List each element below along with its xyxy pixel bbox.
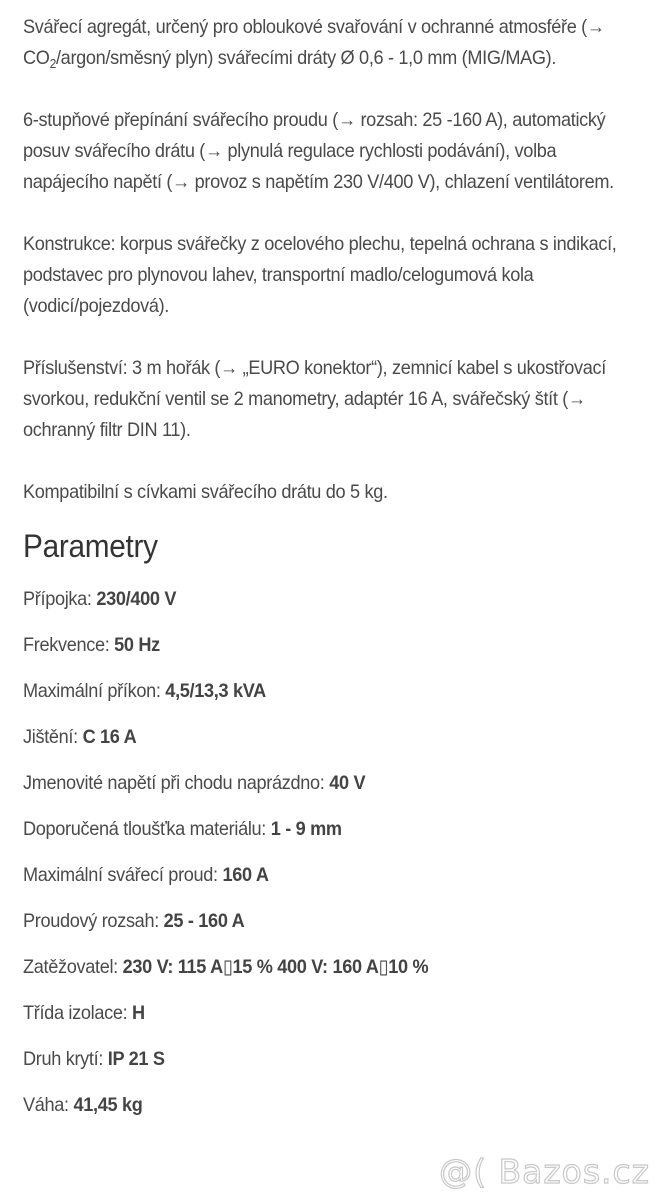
param-label: Jmenovité napětí při chodu naprázdno: [23, 772, 330, 794]
param-label: Přípojka: [23, 588, 97, 610]
param-value: 230 V: 115 A▯15 % 400 V: 160 A▯10 % [122, 956, 429, 978]
param-value: 1 - 9 mm [270, 818, 342, 840]
description-paragraph-features: 6-stupňové přepínání svářecího proudu (→ rozsah: 25 -160 A), automatický posuv svářecího drátu (→ plynulá regulace rychlosti podávání), volba napájecího napětí (→ provoz s napětím 230 V/400 V), chlazení ventilátorem. [23, 109, 614, 193]
co2-subscript: 2 [49, 56, 56, 71]
param-label: Maximální svářecí proud: [23, 864, 223, 886]
param-row-connection [23, 576, 600, 622]
param-value: 40 V [329, 772, 366, 794]
param-label: Frekvence: [23, 634, 115, 656]
param-row-weight [23, 1082, 600, 1128]
param-label: Zatěžovatel: [23, 956, 123, 978]
param-value: 50 Hz [114, 634, 160, 656]
param-row-current-range [23, 898, 600, 944]
param-row-duty-cycle [23, 944, 600, 990]
param-value: 41,45 kg [73, 1094, 143, 1116]
description-paragraph-construction: Konstrukce: korpus svářečky z ocelového plechu, tepelná ochrana s indikací, podstavec pro plynovou lahev, transportní madlo/celogumová kola (vodicí/pojezdová). [23, 233, 617, 317]
param-row-open-circuit-voltage [23, 760, 600, 806]
param-row-fuse [23, 714, 600, 760]
description-paragraph-accessories: Příslušenství: 3 m hořák (→ „EURO konektor“), zemnicí kabel s ukostřovací svorkou, redukční ventil se 2 manometry, adaptér 16 A, svářečský štít (→ ochranný filtr DIN 11). [23, 357, 606, 441]
param-value: C 16 A [82, 726, 137, 748]
param-row-max-current [23, 852, 600, 898]
description-paragraph-compatibility: Kompatibilní s cívkami svářecího drátu do 5 kg. [23, 481, 388, 503]
listing-description [23, 12, 643, 1128]
param-value: IP 21 S [107, 1048, 165, 1070]
param-value: 25 - 160 A [163, 910, 245, 932]
parameters-list [23, 576, 643, 1128]
param-label: Jištění: [23, 726, 83, 748]
param-row-protection [23, 1036, 600, 1082]
param-value: H [132, 1002, 145, 1024]
param-label: Doporučená tloušťka materiálu: [23, 818, 271, 840]
description-paragraph-intro [23, 12, 643, 74]
param-value: 160 A [222, 864, 269, 886]
param-label: Maximální příkon: [23, 680, 166, 702]
param-label: Proudový rozsah: [23, 910, 164, 932]
param-row-frequency [23, 622, 600, 668]
intro-text-end: /argon/směsný plyn) svářecími dráty Ø 0,6 - 1,0 mm (MIG/MAG). [55, 47, 557, 69]
param-row-max-input [23, 668, 600, 714]
bazos-watermark: @( Bazos.cz [439, 1152, 650, 1191]
param-label: Druh krytí: [23, 1048, 108, 1070]
param-value: 230/400 V [96, 588, 177, 610]
parameters-heading: Parametry [23, 528, 158, 564]
param-value: 4,5/13,3 kVA [165, 680, 266, 702]
intro-text-start: Svářecí agregát, určený pro obloukové svařování v ochranné atmosféře (→ CO [23, 16, 605, 69]
param-row-material-thickness [23, 806, 600, 852]
param-label: Třída izolace: [23, 1002, 133, 1024]
param-row-insulation-class [23, 990, 600, 1036]
param-label: Váha: [23, 1094, 74, 1116]
